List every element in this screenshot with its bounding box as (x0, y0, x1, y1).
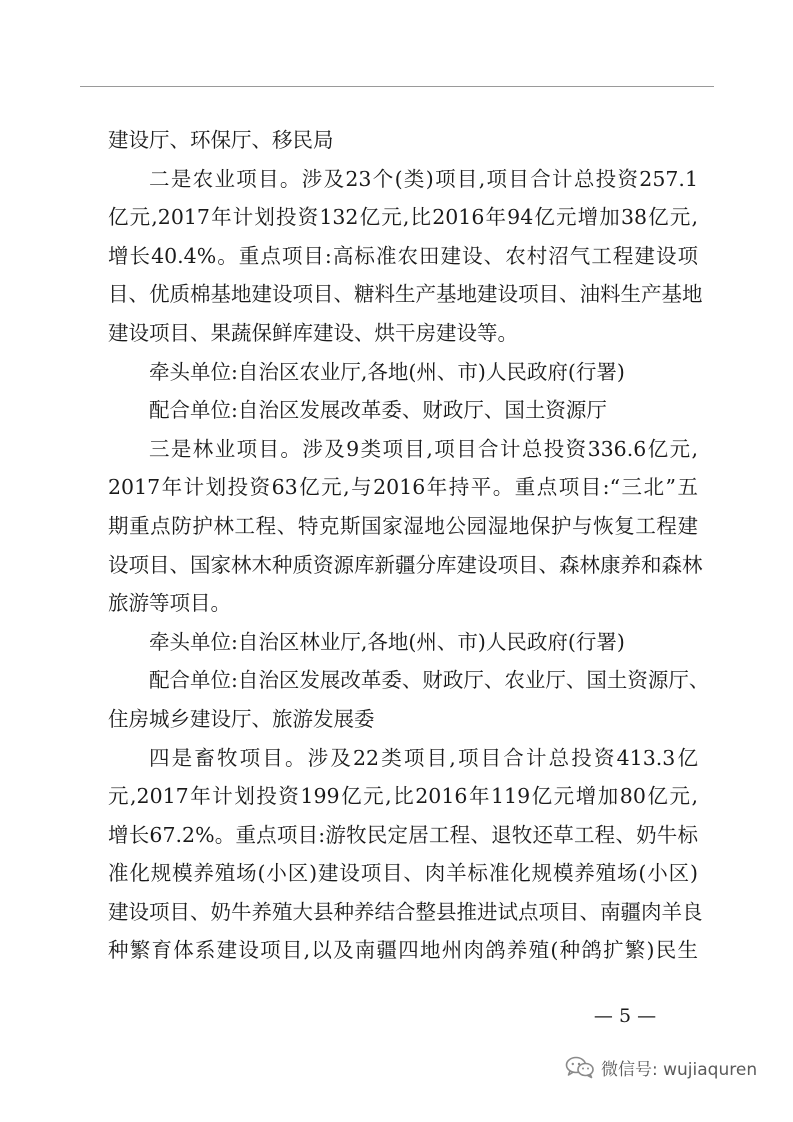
document-body (108, 121, 710, 970)
text-line: 二是农业项目。涉及23个(类)项目,项目合计总投资257.1 (149, 166, 698, 191)
wechat-watermark (565, 1052, 757, 1082)
text-line: 配合单位:自治区发展改革委、财政厅、农业厅、国土资源厅、 (149, 668, 710, 693)
text-line: 牵头单位:自治区林业厅,各地(州、市)人民政府(行署) (149, 629, 625, 654)
text-line: 建设项目、果蔬保鲜库建设、烘干房建设等。 (108, 320, 518, 345)
text-line: 2017年计划投资63亿元,与2016年持平。重点项目:“三北”五 (108, 475, 698, 500)
text-line: 期重点防护林工程、特克斯国家湿地公园湿地保护与恢复工程建 (108, 513, 698, 538)
text-line: 三是林业项目。涉及9类项目,项目合计总投资336.6亿元, (149, 436, 698, 461)
text-line: 旅游等项目。 (108, 591, 231, 616)
text-line: 元,2017年计划投资199亿元,比2016年119亿元增加80亿元, (108, 784, 698, 809)
wechat-id-text: 微信号: wujiaquren (601, 1059, 758, 1080)
text-line: 增长40.4%。重点项目:高标准农田建设、农村沼气工程建设项 (108, 243, 698, 268)
text-line: 配合单位:自治区发展改革委、财政厅、国土资源厅 (149, 398, 607, 423)
text-line: 设项目、国家林木种质资源库新疆分库建设项目、森林康养和森林 (108, 552, 703, 577)
text-line: 亿元,2017年计划投资132亿元,比2016年94亿元增加38亿元, (108, 205, 698, 230)
wechat-icon (565, 1055, 595, 1079)
text-line: 种繁育体系建设项目,以及南疆四地州肉鸽养殖(种鸽扩繁)民生 (108, 938, 698, 963)
text-line: 牵头单位:自治区农业厅,各地(州、市)人民政府(行署) (149, 359, 625, 384)
text-line: 建设项目、奶牛养殖大县种养结合整县推进试点项目、南疆肉羊良 (108, 899, 703, 924)
page-number: — 5 — (593, 1005, 657, 1027)
text-line: 住房城乡建设厅、旅游发展委 (108, 706, 375, 731)
header-rule (80, 86, 714, 87)
text-line: 准化规模养殖场(小区)建设项目、肉羊标准化规模养殖场(小区) (108, 861, 698, 886)
text-line: 增长67.2%。重点项目:游牧民定居工程、退牧还草工程、奶牛标 (108, 822, 698, 847)
text-line: 四是畜牧项目。涉及22类项目,项目合计总投资413.3亿 (149, 745, 698, 770)
text-line: 建设厅、环保厅、移民局 (108, 128, 334, 152)
text-line: 目、优质棉基地建设项目、糖料生产基地建设项目、油料生产基地 (108, 282, 703, 307)
